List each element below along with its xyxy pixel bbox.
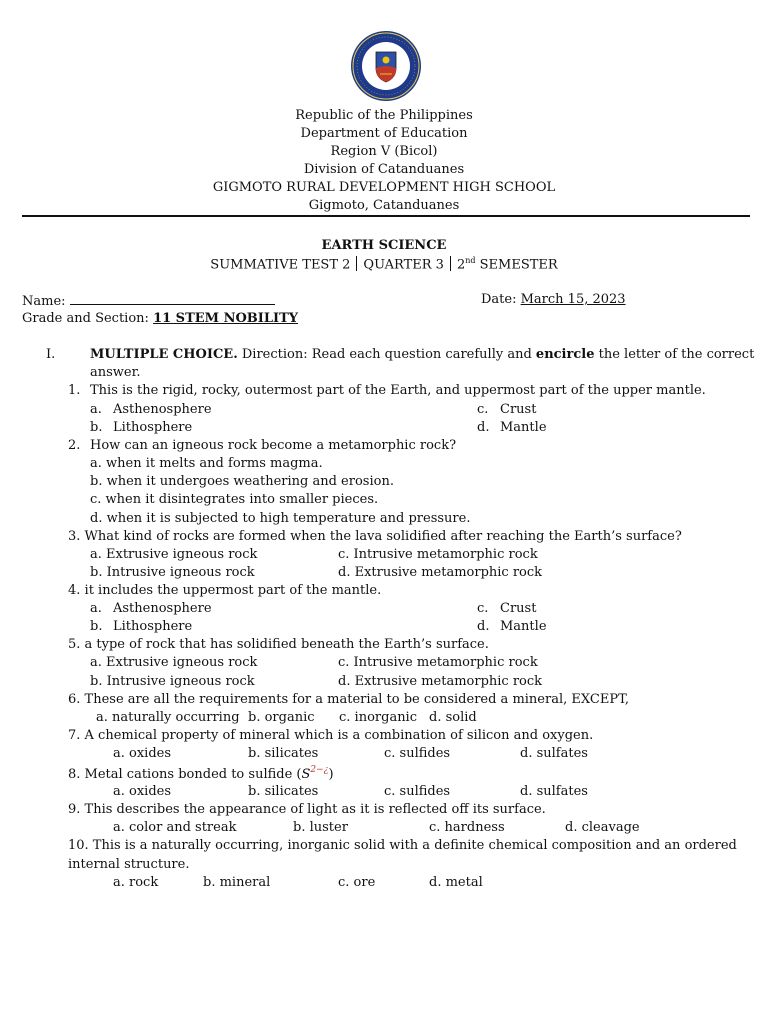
name-blank[interactable] — [70, 292, 275, 305]
separator — [356, 256, 357, 271]
q8-text-start: 8. Metal cations bonded to sulfide ( — [68, 767, 302, 782]
q8-choice-b: b. silicates — [248, 784, 319, 799]
q9-text: 9. This describes the appearance of light as it is reflected off its surface. — [68, 802, 546, 817]
direction-continued: answer. — [90, 365, 141, 380]
grade-label: Grade and Section: — [22, 311, 149, 326]
q8-text-end: ) — [328, 767, 334, 782]
name-line — [22, 292, 275, 309]
q8-choice-c: c. sulfides — [384, 784, 451, 799]
section-title: MULTIPLE CHOICE. — [90, 347, 238, 362]
q10-choice-a: a. rock — [113, 875, 159, 890]
q9-choice-a: a. color and streak — [113, 820, 237, 835]
header-department: Department of Education — [300, 126, 468, 141]
q7-choice-c: c. sulfides — [384, 746, 451, 761]
section-direction — [90, 347, 754, 362]
semester-num: 2 — [456, 257, 466, 273]
q5-text: 5. a type of rock that has solidified beneath the Earth’s surface. — [68, 637, 489, 652]
test-subtitle — [0, 256, 768, 272]
header-school: GIGMOTO RURAL DEVELOPMENT HIGH SCHOOL — [212, 180, 556, 195]
formula-exponent: 2−¿ — [310, 765, 329, 775]
q6-choice-c: c. inorganic — [339, 710, 417, 725]
direction-post: the letter of the correct — [594, 347, 755, 362]
q4-choice-a-letter: a. — [90, 601, 102, 616]
section-numeral: I. — [46, 347, 56, 362]
q3-choice-d: d. Extrusive metamorphic rock — [338, 565, 543, 580]
q2-choice-d: d. when it is subjected to high temperature and pressure. — [90, 511, 471, 526]
q2-choice-b: b. when it undergoes weathering and erosion. — [90, 474, 394, 489]
q3-choice-c: c. Intrusive metamorphic rock — [338, 547, 538, 562]
q3-text: 3. What kind of rocks are formed when the lava solidified after reaching the Earth’s surface? — [68, 529, 682, 544]
q4-choice-d: Mantle — [500, 619, 547, 634]
q4-choice-d-letter: d. — [477, 619, 490, 634]
deped-seal-logo — [350, 30, 422, 102]
q5-choice-b: b. Intrusive igneous rock — [90, 674, 255, 689]
date-value: March 15, 2023 — [520, 292, 626, 307]
sulfide-formula — [302, 767, 329, 782]
q9-choice-b: b. luster — [293, 820, 348, 835]
q6-choice-a: a. naturally occurring — [96, 710, 240, 725]
q3-choice-a: a. Extrusive igneous rock — [90, 547, 258, 562]
header-address: Gigmoto, Catanduanes — [308, 198, 460, 213]
q7-choice-b: b. silicates — [248, 746, 319, 761]
semester-word: SEMESTER — [475, 257, 558, 273]
date-label: Date: — [481, 292, 517, 307]
q10-text: 10. This is a naturally occurring, inorganic solid with a definite chemical composition and an ordered — [68, 838, 737, 853]
q8-choice-a: a. oxides — [113, 784, 172, 799]
q10-choice-c: c. ore — [338, 875, 376, 890]
date-line — [481, 292, 626, 307]
q1-choice-b: Lithosphere — [113, 420, 193, 435]
q7-choice-a: a. oxides — [113, 746, 172, 761]
header-region: Region V (Bicol) — [330, 144, 438, 159]
q1-text: This is the rigid, rocky, outermost part of the Earth, and uppermost part of the upper mantle. — [90, 383, 706, 398]
test-name: SUMMATIVE TEST 2 — [210, 257, 351, 273]
q7-choice-d: d. sulfates — [520, 746, 588, 761]
direction-bold: encircle — [535, 347, 595, 362]
q2-text: How can an igneous rock become a metamorphic rock? — [90, 438, 457, 453]
q4-choice-c-letter: c. — [477, 601, 489, 616]
q5-choice-d: d. Extrusive metamorphic rock — [338, 674, 543, 689]
q1-choice-d: Mantle — [500, 420, 547, 435]
q4-text: 4. it includes the uppermost part of the mantle. — [68, 583, 382, 598]
q6-choice-b: b. organic — [248, 710, 315, 725]
q7-text: 7. A chemical property of mineral which is a combination of silicon and oxygen. — [68, 728, 594, 743]
header-divider — [22, 215, 750, 217]
q4-choice-b: Lithosphere — [113, 619, 193, 634]
q2-number: 2. — [68, 438, 81, 453]
q10-text-continued: internal structure. — [68, 857, 190, 872]
q6-choice-d: d. solid — [429, 710, 477, 725]
q8-text — [68, 765, 334, 782]
quarter-label: QUARTER 3 — [363, 257, 444, 273]
q6-text: 6. These are all the requirements for a material to be considered a mineral, EXCEPT, — [68, 692, 629, 707]
q4-choice-a: Asthenosphere — [113, 601, 212, 616]
grade-line — [22, 311, 298, 326]
q10-choice-b: b. mineral — [203, 875, 271, 890]
semester-sup: nd — [465, 256, 476, 265]
grade-value: 11 STEM NOBILITY — [153, 311, 299, 326]
formula-base: S — [301, 767, 311, 782]
q2-choice-c: c. when it disintegrates into smaller pieces. — [90, 492, 379, 507]
q5-choice-a: a. Extrusive igneous rock — [90, 655, 258, 670]
q1-choice-d-letter: d. — [477, 420, 490, 435]
q9-choice-d: d. cleavage — [565, 820, 640, 835]
q3-choice-b: b. Intrusive igneous rock — [90, 565, 255, 580]
header-division: Division of Catanduanes — [303, 162, 465, 177]
q8-choice-d: d. sulfates — [520, 784, 588, 799]
q1-choice-c: Crust — [500, 402, 537, 417]
separator — [450, 256, 451, 271]
q10-choice-d: d. metal — [429, 875, 483, 890]
header-republic: Republic of the Philippines — [295, 108, 473, 123]
q1-choice-c-letter: c. — [477, 402, 489, 417]
name-label: Name: — [22, 294, 66, 309]
q4-choice-c: Crust — [500, 601, 537, 616]
q9-choice-c: c. hardness — [429, 820, 505, 835]
q1-choice-b-letter: b. — [90, 420, 103, 435]
q1-choice-a: Asthenosphere — [113, 402, 212, 417]
q1-choice-a-letter: a. — [90, 402, 102, 417]
q2-choice-a: a. when it melts and forms magma. — [90, 456, 323, 471]
q1-number: 1. — [68, 383, 81, 398]
direction-pre: Direction: Read each question carefully and — [237, 347, 536, 362]
subject-title: EARTH SCIENCE — [321, 238, 447, 253]
q4-choice-b-letter: b. — [90, 619, 103, 634]
q5-choice-c: c. Intrusive metamorphic rock — [338, 655, 538, 670]
